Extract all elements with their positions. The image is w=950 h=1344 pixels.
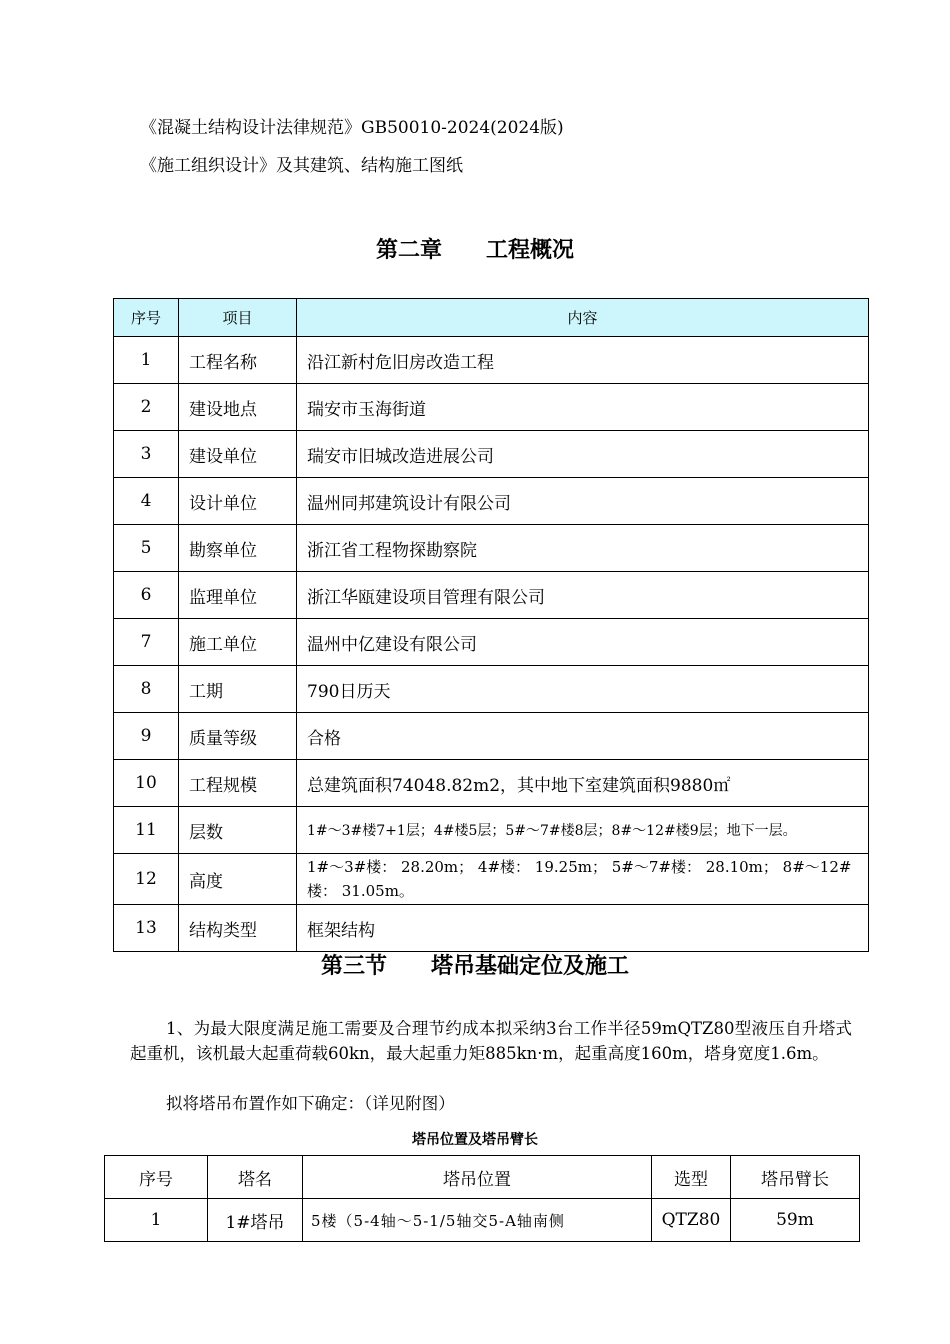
table-row: [114, 807, 869, 854]
row-arm-length: 59m: [731, 1199, 860, 1242]
row-item: 质量等级: [179, 713, 297, 760]
row-item: 层数: [179, 807, 297, 854]
row-index: 10: [114, 760, 179, 807]
row-index: 8: [114, 666, 179, 713]
table-row: [114, 572, 869, 619]
row-content: 790日历天: [297, 666, 869, 713]
header-crane-name: 塔名: [208, 1156, 303, 1199]
row-index: 2: [114, 384, 179, 431]
row-content: 温州中亿建设有限公司: [297, 619, 869, 666]
row-content: 框架结构: [297, 905, 869, 952]
crane-table-caption: 塔吊位置及塔吊臂长: [412, 1132, 538, 1148]
row-content: 总建筑面积74048.82m2，其中地下室建筑面积9880㎡: [297, 760, 869, 807]
table-row: [114, 478, 869, 525]
header-arm-length: 塔吊臂长: [731, 1156, 860, 1199]
row-content: 1#～3#楼7+1层；4#楼5层；5#～7#楼8层；8#～12#楼9层；地下一层。: [297, 807, 869, 854]
table-row: [114, 337, 869, 384]
table-row: [114, 713, 869, 760]
row-content: 浙江华瓯建设项目管理有限公司: [297, 572, 869, 619]
table-row: [105, 1199, 860, 1242]
row-content: 浙江省工程物探勘察院: [297, 525, 869, 572]
row-index: 13: [114, 905, 179, 952]
row-item: 建设单位: [179, 431, 297, 478]
row-index: 9: [114, 713, 179, 760]
row-item: 施工单位: [179, 619, 297, 666]
table-row: [114, 431, 869, 478]
reference-2: 《施工组织设计》及其建筑、结构施工图纸: [140, 156, 463, 176]
header-model: 选型: [652, 1156, 731, 1199]
row-index: 4: [114, 478, 179, 525]
header-index: 序号: [114, 299, 179, 337]
table-row: [114, 666, 869, 713]
row-content: 沿江新村危旧房改造工程: [297, 337, 869, 384]
table-row: [114, 619, 869, 666]
row-index: 11: [114, 807, 179, 854]
header-content: 内容: [297, 299, 869, 337]
table-row: [114, 854, 869, 905]
row-index: 12: [114, 854, 179, 905]
row-item: 设计单位: [179, 478, 297, 525]
row-index: 7: [114, 619, 179, 666]
table-header-row: [114, 299, 869, 337]
row-index: 1: [114, 337, 179, 384]
row-item: 高度: [179, 854, 297, 905]
row-item: 工程名称: [179, 337, 297, 384]
table-row: [114, 525, 869, 572]
chapter-heading: 第二章 工程概况: [375, 238, 574, 263]
table-header-row: [105, 1156, 860, 1199]
row-item: 建设地点: [179, 384, 297, 431]
row-index: 1: [105, 1199, 208, 1242]
reference-1: 《混凝土结构设计法律规范》GB50010-2024(2024版): [140, 118, 564, 138]
header-crane-position: 塔吊位置: [303, 1156, 652, 1199]
row-content: 温州同邦建筑设计有限公司: [297, 478, 869, 525]
row-item: 工期: [179, 666, 297, 713]
crane-table: [104, 1155, 860, 1242]
section-heading: 第三节 塔吊基础定位及施工: [320, 954, 629, 979]
table-row: [114, 760, 869, 807]
row-content: 瑞安市旧城改造进展公司: [297, 431, 869, 478]
table-row: [114, 384, 869, 431]
row-item: 监理单位: [179, 572, 297, 619]
row-item: 勘察单位: [179, 525, 297, 572]
row-item: 工程规模: [179, 760, 297, 807]
row-content: 合格: [297, 713, 869, 760]
row-index: 6: [114, 572, 179, 619]
header-item: 项目: [179, 299, 297, 337]
row-index: 5: [114, 525, 179, 572]
row-content: 瑞安市玉海街道: [297, 384, 869, 431]
row-crane-position: 5楼（5-4轴～5-1/5轴交5-A轴南侧: [303, 1199, 652, 1242]
paragraph-crane-spec: 1、为最大限度满足施工需要及合理节约成本拟采纳3台工作半径59mQTZ80型液压自升塔式起重机，该机最大起重荷载60kn，最大起重力矩885kn·m，起重高度160m，塔身宽度1.6m。: [130, 1019, 852, 1063]
row-item: 结构类型: [179, 905, 297, 952]
row-crane-name: 1#塔吊: [208, 1199, 303, 1242]
header-index: 序号: [105, 1156, 208, 1199]
row-model: QTZ80: [652, 1199, 731, 1242]
project-overview-table: [113, 298, 869, 952]
row-content: 1#～3#楼： 28.20m； 4#楼： 19.25m； 5#～7#楼： 28.10m； 8#～12#楼： 31.05m。: [297, 854, 869, 905]
paragraph-crane-layout: 拟将塔吊布置作如下确定：（详见附图）: [166, 1094, 455, 1113]
table-row: [114, 905, 869, 952]
row-index: 3: [114, 431, 179, 478]
